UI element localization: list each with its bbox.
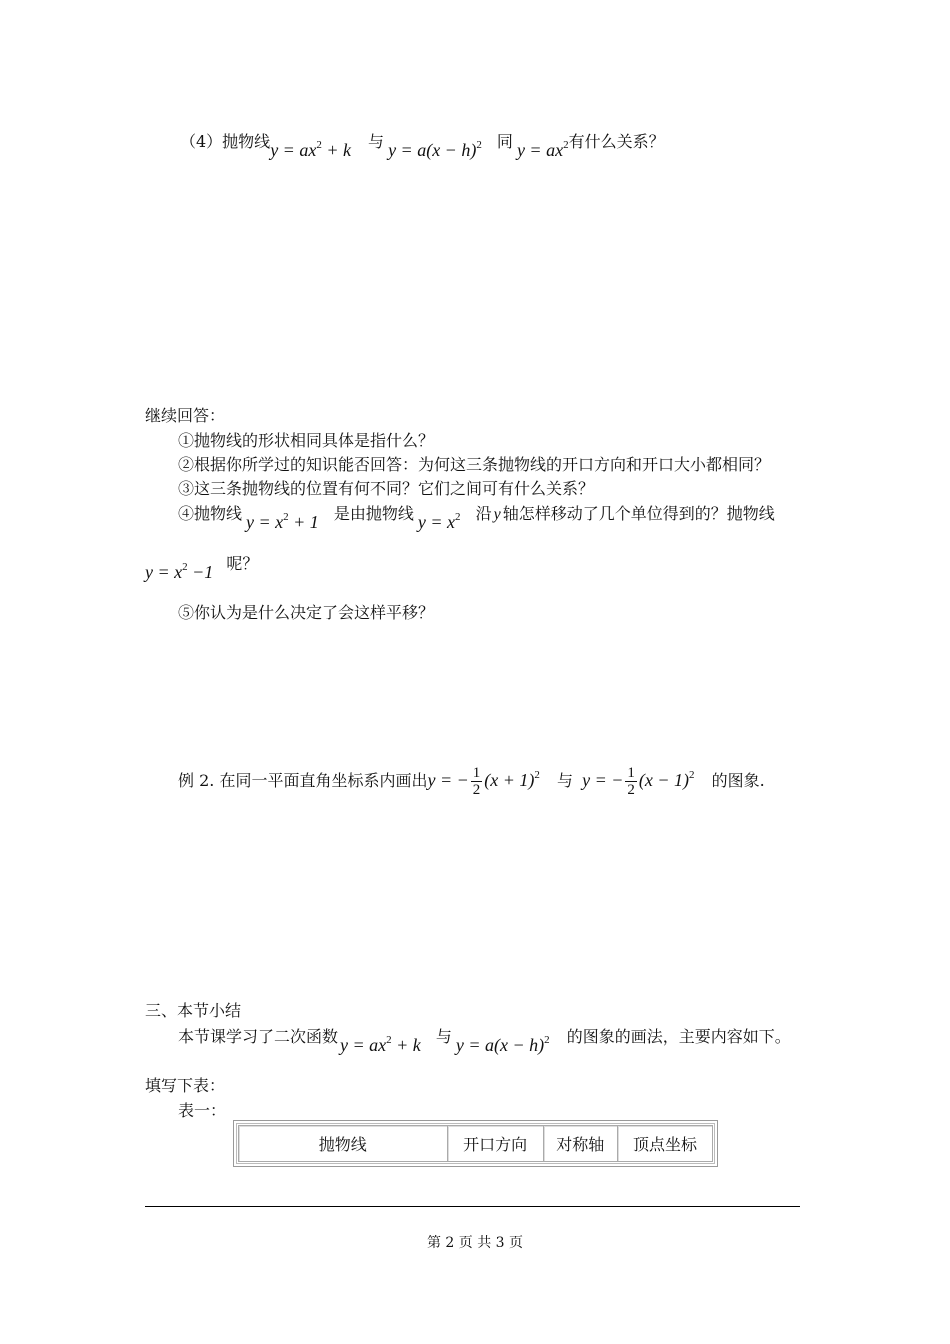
item4-text-b: 是由抛物线: [333, 504, 414, 523]
col-vertex-coordinates: 顶点坐标: [617, 1126, 712, 1162]
summary-text-b: 的图象的画法，主要内容如下。: [566, 1027, 791, 1046]
example2-lead: 例 2. 在同一平面直角坐标系内画出: [178, 771, 428, 790]
q4-tail: 有什么关系？: [568, 132, 665, 151]
example2-conj: 与: [556, 771, 573, 790]
item4-var-y: y: [493, 506, 501, 523]
item4-text-e: 呢？: [226, 554, 259, 573]
example2-tail: 的图象.: [711, 771, 765, 790]
parabola-table: [238, 1125, 713, 1162]
summary-heading: 三、本节小结: [145, 1001, 242, 1020]
summary-conj: 与: [435, 1027, 452, 1046]
summary-text-line: [178, 1025, 791, 1055]
item4-text-c: 沿: [475, 504, 492, 523]
example2-frac-1: $\frac{1}{2}$: [472, 765, 481, 799]
table-frame: [233, 1120, 718, 1167]
question-4-line: [180, 130, 665, 160]
continue-item-4: [178, 502, 775, 532]
q4-conj-yu: 与: [368, 132, 385, 151]
continue-item-1: ①抛物线的形状相同具体是指什么？: [178, 431, 435, 450]
q4-eq-a-x-minus-h-sq: $y = a(x - h)^2$: [388, 139, 482, 160]
col-axis-of-symmetry: 对称轴: [543, 1126, 617, 1162]
item4-eq-x2-plus-1: $y = x^2 + 1$: [246, 511, 319, 532]
q4-eq-ax2: $y = ax^2$: [516, 139, 569, 160]
footer-divider: [145, 1206, 800, 1207]
q4-eq-ax2-plus-k: $y = ax^2 + k$: [270, 139, 351, 160]
item4-text-d: 轴怎样移动了几个单位得到的？抛物线: [502, 504, 775, 523]
item4-text-a: ④抛物线: [178, 504, 243, 523]
continue-item-3: ③这三条抛物线的位置有何不同？它们之间可有什么关系？: [178, 479, 595, 498]
item4-eq-x2-minus-1: $y = x^2 -1$: [145, 561, 214, 582]
col-parabola: 抛物线: [239, 1126, 448, 1162]
q4-label: （4）抛物线: [180, 132, 271, 151]
continue-heading: 继续回答：: [145, 406, 226, 425]
continue-item-2: ②根据你所学过的知识能否回答：为何这三条抛物线的开口方向和开口大小都相同？: [178, 455, 771, 474]
example2-eq-1: y = − $\frac{1}{2}$ $(x + 1)^2$: [427, 765, 540, 799]
continue-item-5: ⑤你认为是什么决定了会这样平移？: [178, 603, 435, 622]
page-footer: 第 2 页 共 3 页: [426, 1235, 524, 1251]
item4-eq-x2: $y = x^2$: [417, 511, 461, 532]
summary-eq-2: $y = a(x - h)^2$: [455, 1034, 550, 1055]
example-2-line: [178, 760, 765, 801]
col-opening-direction: 开口方向: [447, 1126, 543, 1162]
example2-eq-2: y = − $\frac{1}{2}$ $(x - 1)^2$: [582, 765, 695, 799]
summary-eq-1: $y = ax^2 + k$: [340, 1034, 421, 1055]
table-header-row: [239, 1126, 713, 1162]
continue-item-4-cont: [145, 552, 259, 582]
summary-text-a: 本节课学习了二次函数: [178, 1027, 339, 1046]
q4-conj-tong: 同: [496, 132, 513, 151]
fill-heading: 填写下表：: [145, 1076, 226, 1095]
example2-frac-2: $\frac{1}{2}$: [627, 765, 635, 799]
table-label: 表一：: [178, 1101, 227, 1120]
